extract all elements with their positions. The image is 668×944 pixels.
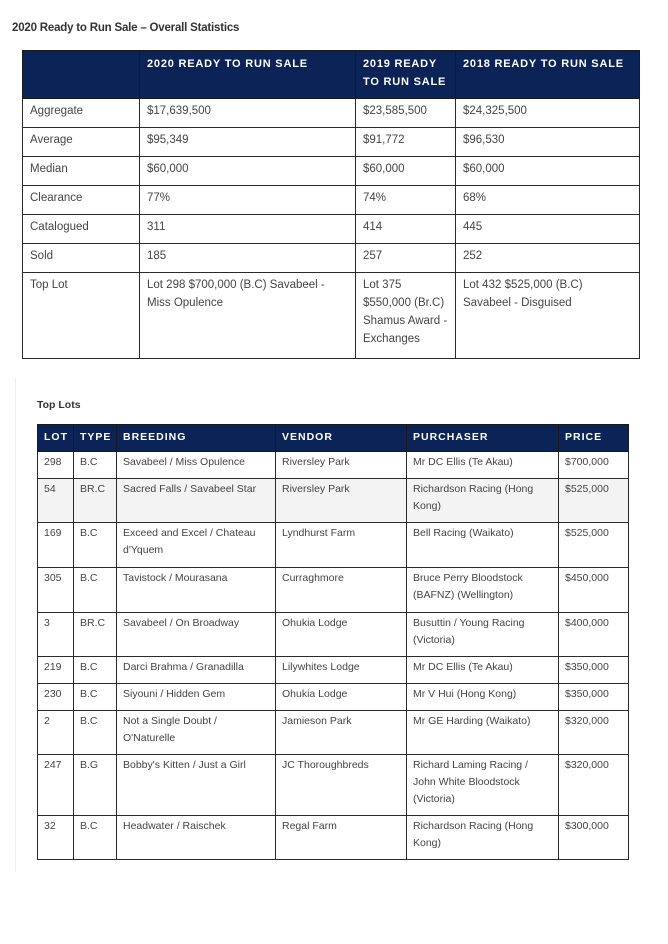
top-lots-title: Top Lots bbox=[37, 399, 81, 411]
row-label: Average bbox=[23, 128, 140, 157]
cell-vendor: Riversley Park bbox=[276, 452, 407, 479]
column-header-lot: LOT bbox=[38, 425, 74, 452]
cell-price: $525,000 bbox=[559, 479, 629, 523]
cell-2020: 77% bbox=[140, 186, 356, 215]
cell-2018: Lot 432 $525,000 (B.C) Savabeel - Disguised bbox=[456, 273, 640, 359]
table-row bbox=[38, 755, 629, 816]
row-label: Clearance bbox=[23, 186, 140, 215]
row-label: Catalogued bbox=[23, 215, 140, 244]
cell-type: B.C bbox=[74, 711, 117, 755]
overall-statistics-table bbox=[22, 50, 640, 359]
cell-breeding: Not a Single Doubt / O'Naturelle bbox=[117, 711, 276, 755]
cell-price: $400,000 bbox=[559, 613, 629, 657]
cell-breeding: Bobby's Kitten / Just a Girl bbox=[117, 755, 276, 816]
cell-purchaser: Mr DC Ellis (Te Akau) bbox=[407, 657, 559, 684]
cell-2019: Lot 375 $550,000 (Br.C) Shamus Award - Exchanges bbox=[356, 273, 456, 359]
cell-price: $350,000 bbox=[559, 684, 629, 711]
table-row bbox=[23, 186, 640, 215]
cell-vendor: Riversley Park bbox=[276, 479, 407, 523]
cell-2018: 445 bbox=[456, 215, 640, 244]
cell-purchaser: Bell Racing (Waikato) bbox=[407, 523, 559, 568]
cell-type: B.C bbox=[74, 816, 117, 860]
cell-lot: 219 bbox=[38, 657, 74, 684]
column-header bbox=[23, 51, 140, 99]
cell-2020: 311 bbox=[140, 215, 356, 244]
cell-price: $525,000 bbox=[559, 523, 629, 568]
cell-type: BR.C bbox=[74, 479, 117, 523]
cell-lot: 54 bbox=[38, 479, 74, 523]
cell-purchaser: Richardson Racing (Hong Kong) bbox=[407, 479, 559, 523]
column-header-2019: 2019 READY TO RUN SALE bbox=[356, 51, 456, 99]
cell-price: $320,000 bbox=[559, 711, 629, 755]
top-lots-table bbox=[37, 424, 629, 860]
cell-2019: $23,585,500 bbox=[356, 99, 456, 128]
cell-lot: 169 bbox=[38, 523, 74, 568]
cell-2019: 257 bbox=[356, 244, 456, 273]
cell-lot: 3 bbox=[38, 613, 74, 657]
cell-lot: 247 bbox=[38, 755, 74, 816]
cell-breeding: Sacred Falls / Savabeel Star bbox=[117, 479, 276, 523]
cell-vendor: Jamieson Park bbox=[276, 711, 407, 755]
table-row bbox=[38, 568, 629, 613]
cell-breeding: Headwater / Raischek bbox=[117, 816, 276, 860]
cell-2019: $91,772 bbox=[356, 128, 456, 157]
column-header-vendor: VENDOR bbox=[276, 425, 407, 452]
cell-vendor: Ohukia Lodge bbox=[276, 684, 407, 711]
cell-price: $350,000 bbox=[559, 657, 629, 684]
row-label: Median bbox=[23, 157, 140, 186]
table-row bbox=[38, 816, 629, 860]
cell-breeding: Tavistock / Mourasana bbox=[117, 568, 276, 613]
column-header-purchaser: PURCHASER bbox=[407, 425, 559, 452]
cell-purchaser: Bruce Perry Bloodstock (BAFNZ) (Wellington) bbox=[407, 568, 559, 613]
table-row bbox=[23, 215, 640, 244]
cell-vendor: Lyndhurst Farm bbox=[276, 523, 407, 568]
cell-price: $320,000 bbox=[559, 755, 629, 816]
cell-2019: $60,000 bbox=[356, 157, 456, 186]
table-row bbox=[38, 523, 629, 568]
cell-type: B.C bbox=[74, 523, 117, 568]
cell-lot: 298 bbox=[38, 452, 74, 479]
cell-vendor: Curraghmore bbox=[276, 568, 407, 613]
table-row bbox=[23, 273, 640, 359]
cell-2018: $60,000 bbox=[456, 157, 640, 186]
column-header-breeding: BREEDING bbox=[117, 425, 276, 452]
column-header-2020: 2020 READY TO RUN SALE bbox=[140, 51, 356, 99]
cell-2020: $95,349 bbox=[140, 128, 356, 157]
table-row bbox=[38, 479, 629, 523]
cell-purchaser: Richard Laming Racing / John White Bloodstock (Victoria) bbox=[407, 755, 559, 816]
column-header-type: TYPE bbox=[74, 425, 117, 452]
cell-2019: 414 bbox=[356, 215, 456, 244]
table-header-row bbox=[38, 425, 629, 452]
cell-type: B.C bbox=[74, 657, 117, 684]
cell-2020: $60,000 bbox=[140, 157, 356, 186]
cell-breeding: Siyouni / Hidden Gem bbox=[117, 684, 276, 711]
cell-type: B.C bbox=[74, 568, 117, 613]
column-header-price: PRICE bbox=[559, 425, 629, 452]
cell-type: B.C bbox=[74, 452, 117, 479]
cell-vendor: Regal Farm bbox=[276, 816, 407, 860]
table-row bbox=[23, 128, 640, 157]
row-label: Top Lot bbox=[23, 273, 140, 359]
cell-vendor: Lilywhites Lodge bbox=[276, 657, 407, 684]
cell-breeding: Savabeel / On Broadway bbox=[117, 613, 276, 657]
cell-lot: 230 bbox=[38, 684, 74, 711]
table-row bbox=[38, 452, 629, 479]
cell-2018: $24,325,500 bbox=[456, 99, 640, 128]
cell-lot: 32 bbox=[38, 816, 74, 860]
cell-breeding: Darci Brahma / Granadilla bbox=[117, 657, 276, 684]
table-row bbox=[38, 684, 629, 711]
cell-purchaser: Busuttin / Young Racing (Victoria) bbox=[407, 613, 559, 657]
cell-vendor: Ohukia Lodge bbox=[276, 613, 407, 657]
cell-price: $450,000 bbox=[559, 568, 629, 613]
cell-breeding: Savabeel / Miss Opulence bbox=[117, 452, 276, 479]
cell-vendor: JC Thoroughbreds bbox=[276, 755, 407, 816]
table-row bbox=[38, 711, 629, 755]
cell-type: B.C bbox=[74, 684, 117, 711]
table-row bbox=[38, 657, 629, 684]
cell-2018: $96,530 bbox=[456, 128, 640, 157]
cell-breeding: Exceed and Excel / Chateau d'Yquem bbox=[117, 523, 276, 568]
cell-2018: 252 bbox=[456, 244, 640, 273]
table-row bbox=[23, 99, 640, 128]
table-row bbox=[23, 157, 640, 186]
table-row bbox=[38, 613, 629, 657]
cell-2019: 74% bbox=[356, 186, 456, 215]
cell-type: B.G bbox=[74, 755, 117, 816]
cell-price: $300,000 bbox=[559, 816, 629, 860]
cell-purchaser: Richardson Racing (Hong Kong) bbox=[407, 816, 559, 860]
cell-purchaser: Mr GE Harding (Waikato) bbox=[407, 711, 559, 755]
cell-type: BR.C bbox=[74, 613, 117, 657]
cell-purchaser: Mr DC Ellis (Te Akau) bbox=[407, 452, 559, 479]
cell-price: $700,000 bbox=[559, 452, 629, 479]
cell-2020: $17,639,500 bbox=[140, 99, 356, 128]
cell-purchaser: Mr V Hui (Hong Kong) bbox=[407, 684, 559, 711]
table-header-row bbox=[23, 51, 640, 99]
table-row bbox=[23, 244, 640, 273]
cell-2018: 68% bbox=[456, 186, 640, 215]
row-label: Aggregate bbox=[23, 99, 140, 128]
column-header-2018: 2018 READY TO RUN SALE bbox=[456, 51, 640, 99]
row-label: Sold bbox=[23, 244, 140, 273]
cell-2020: Lot 298 $700,000 (B.C) Savabeel - Miss Opulence bbox=[140, 273, 356, 359]
cell-lot: 305 bbox=[38, 568, 74, 613]
overall-statistics-title: 2020 Ready to Run Sale – Overall Statistics bbox=[12, 22, 240, 34]
cell-2020: 185 bbox=[140, 244, 356, 273]
cell-lot: 2 bbox=[38, 711, 74, 755]
